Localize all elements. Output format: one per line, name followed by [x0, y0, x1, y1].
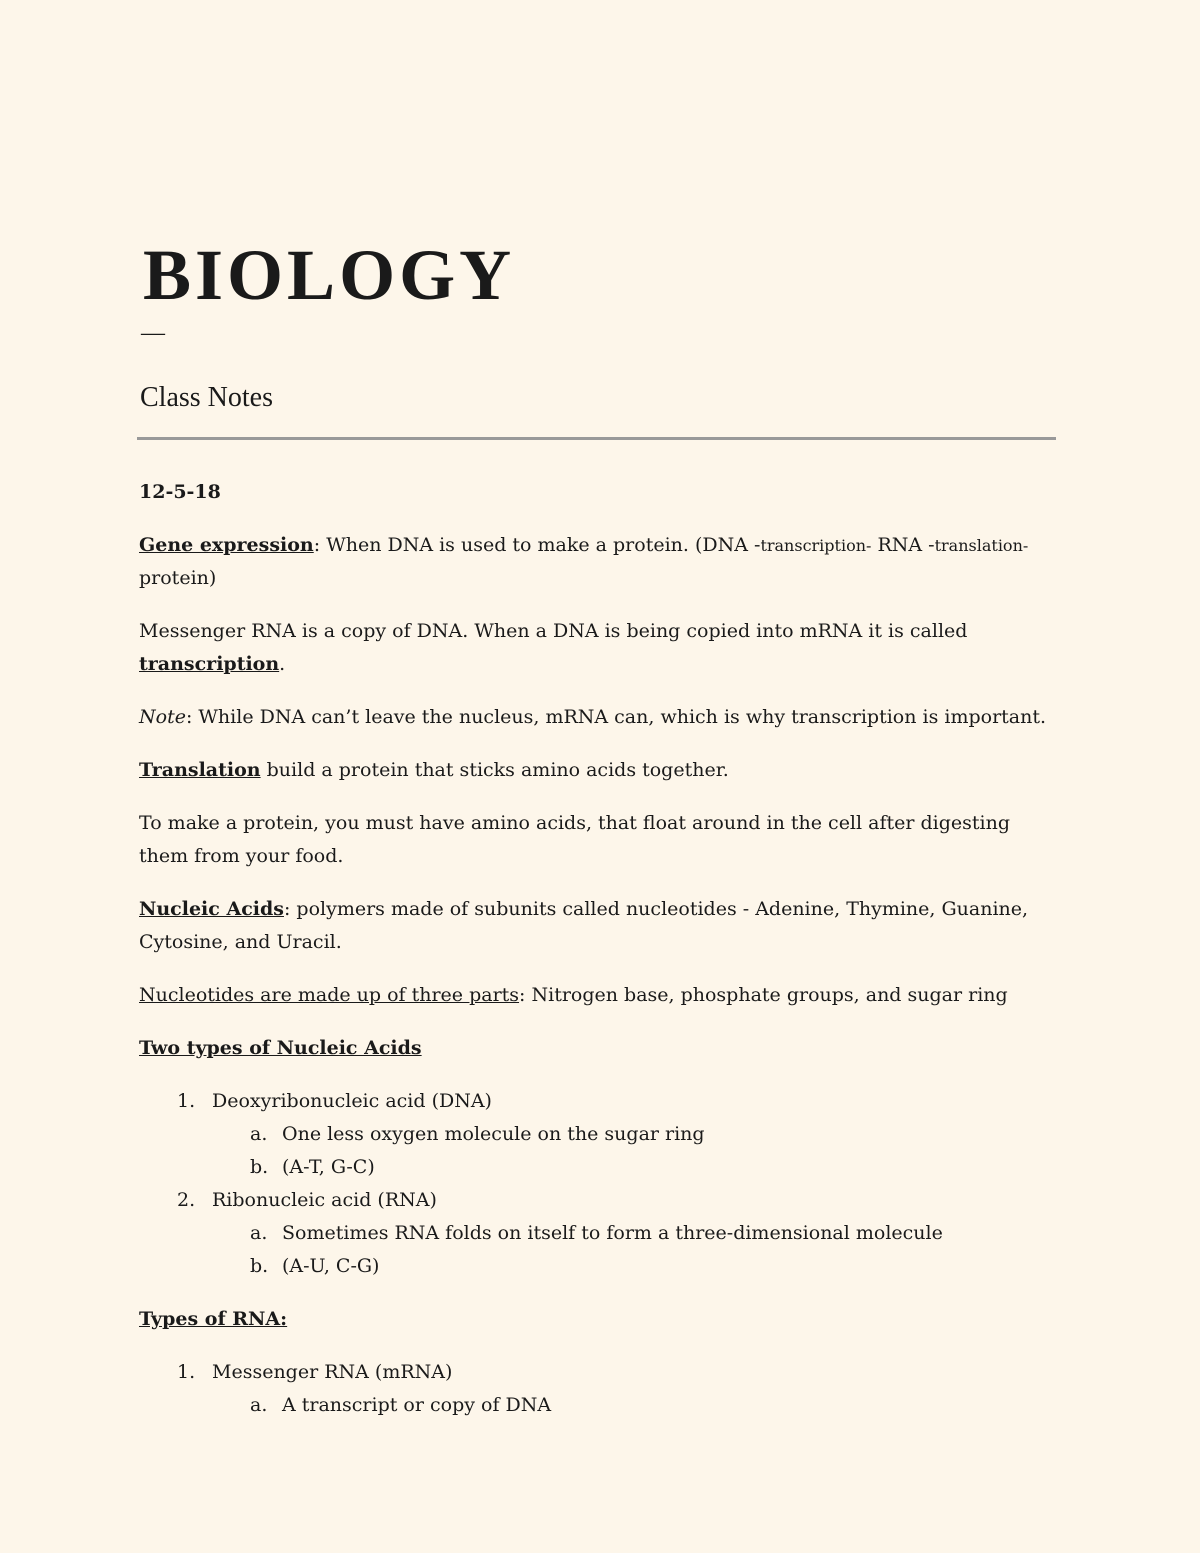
document-subtitle: Class Notes	[140, 382, 273, 413]
list-number: 1.	[177, 1090, 196, 1112]
translation-paragraph	[139, 754, 1057, 787]
messenger-end: .	[279, 653, 286, 675]
sub-list-text: A transcript or copy of DNA	[282, 1394, 552, 1416]
sub-list-item	[212, 1217, 1057, 1250]
messenger-text: Messenger RNA is a copy of DNA. When a DNA is being copied into mRNA it is called	[139, 620, 968, 642]
list-number: 2.	[177, 1189, 196, 1211]
horizontal-divider	[137, 437, 1056, 440]
two-types-heading: Two types of Nucleic Acids	[139, 1037, 422, 1059]
sub-list-letter: b.	[250, 1156, 269, 1178]
sub-list-letter: a.	[250, 1123, 268, 1145]
notes-date: 12-5-18	[139, 481, 221, 503]
list-item	[139, 1184, 1057, 1283]
list-item	[139, 1085, 1057, 1184]
list-item-label: Deoxyribonucleic acid (DNA)	[212, 1090, 492, 1112]
notes-body	[139, 476, 1057, 1442]
sub-list	[212, 1389, 1057, 1422]
sub-list-text: Sometimes RNA folds on itself to form a three-dimensional molecule	[282, 1222, 943, 1244]
list-item	[139, 1356, 1057, 1422]
types-of-rna-heading: Types of RNA:	[139, 1308, 288, 1330]
nucleic-acids-paragraph	[139, 893, 1057, 959]
gene-expression-mid: RNA -	[871, 534, 935, 556]
nucleotides-paragraph	[139, 979, 1057, 1012]
document-title: BIOLOGY	[143, 235, 516, 315]
sub-list-text: (A-T, G-C)	[282, 1156, 375, 1178]
title-dash: —	[141, 320, 165, 346]
make-protein-paragraph: To make a protein, you must have amino acids, that float around in the cell after digesting them from your food.	[139, 812, 1010, 867]
sub-list-text: (A-U, C-G)	[282, 1255, 380, 1277]
sub-list-letter: a.	[250, 1222, 268, 1244]
translation-text: build a protein that sticks amino acids together.	[260, 759, 729, 781]
nucleic-acids-text: : polymers made of subunits called nucleotides - Adenine, Thymine, Guanine, Cytosine, and Uracil.	[139, 898, 1029, 953]
list-item-label: Ribonucleic acid (RNA)	[212, 1189, 437, 1211]
translation-term: Translation	[139, 759, 261, 781]
note-paragraph	[139, 701, 1057, 734]
sub-list-item	[212, 1151, 1057, 1184]
nucleotides-text: : Nitrogen base, phosphate groups, and sugar ring	[519, 984, 1008, 1006]
sub-list	[212, 1217, 1057, 1283]
two-types-list	[139, 1085, 1057, 1283]
sub-list-item	[212, 1250, 1057, 1283]
nucleotides-term: Nucleotides are made up of three parts	[139, 984, 520, 1006]
gene-expression-end: protein)	[139, 567, 217, 589]
sub-list-letter: a.	[250, 1394, 268, 1416]
sub-list-item	[212, 1389, 1057, 1422]
gene-expression-text: When DNA is used to make a protein. (DNA -	[326, 534, 761, 556]
gene-expression-sep: :	[313, 534, 327, 556]
list-number: 1.	[177, 1361, 196, 1383]
types-of-rna-list	[139, 1356, 1057, 1422]
note-text: : While DNA can’t leave the nucleus, mRNA can, which is why transcription is important.	[185, 706, 1047, 728]
sub-list-text: One less oxygen molecule on the sugar ring	[282, 1123, 705, 1145]
list-item-label: Messenger RNA (mRNA)	[212, 1361, 453, 1383]
gene-expression-paragraph	[139, 529, 1057, 595]
note-label: Note	[139, 706, 186, 728]
nucleic-acids-term: Nucleic Acids	[139, 898, 284, 920]
gene-expression-translation: translation-	[934, 536, 1029, 555]
sub-list-item	[212, 1118, 1057, 1151]
sub-list-letter: b.	[250, 1255, 269, 1277]
messenger-paragraph	[139, 615, 1057, 681]
gene-expression-transcription: transcription-	[760, 536, 872, 555]
transcription-term: transcription	[139, 653, 280, 675]
gene-expression-term: Gene expression	[139, 534, 314, 556]
sub-list	[212, 1118, 1057, 1184]
